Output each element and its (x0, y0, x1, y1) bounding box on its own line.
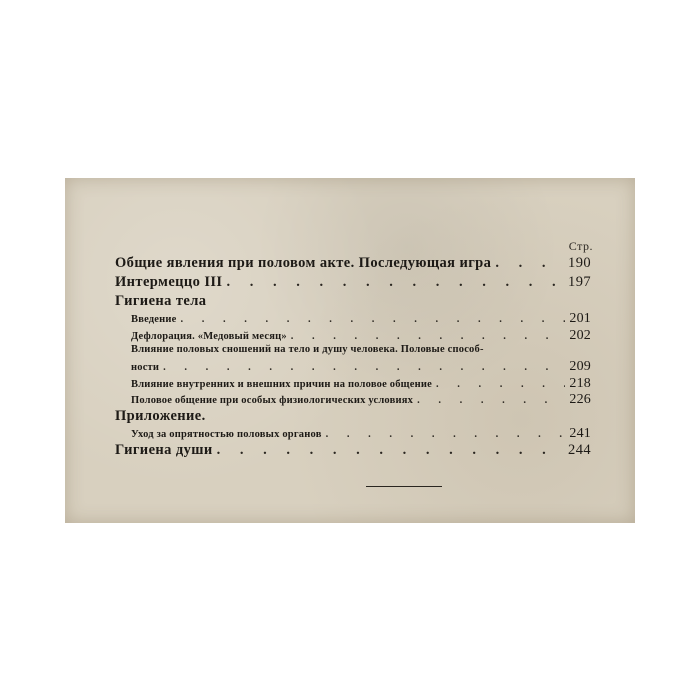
toc-entry-title: Половое общение при особых физиологических условиях (131, 395, 414, 406)
toc-section-heading (115, 293, 591, 310)
toc-entry (131, 328, 591, 344)
toc-entry-title: Введение (131, 314, 177, 325)
dot-leader (326, 429, 566, 440)
toc-entry (131, 426, 591, 442)
table-of-contents (115, 178, 591, 523)
toc-entry-title: Интермеццо III (115, 274, 223, 290)
toc-entry-wrapped-first-line (131, 344, 591, 355)
toc-entry-title: Приложение. (115, 408, 206, 424)
toc-entry-title: Гигиена души (115, 442, 213, 458)
toc-entry-title: Влияние половых сношений на тело и душу человека. Половые способ- (131, 344, 484, 355)
toc-section-heading (115, 408, 591, 425)
toc-entry (115, 442, 591, 459)
dot-leader (226, 274, 564, 291)
toc-entry-page: 197 (568, 274, 591, 290)
closing-rule (366, 486, 442, 487)
toc-entry-page: 226 (569, 392, 591, 407)
toc-entry-page: 201 (569, 311, 591, 326)
dot-leader (181, 314, 566, 325)
toc-entry (131, 392, 591, 408)
toc-entry (131, 311, 591, 327)
toc-entry-page: 244 (568, 442, 591, 458)
toc-entry (115, 274, 591, 291)
book-page (65, 178, 635, 523)
dot-leader (417, 395, 565, 406)
toc-entry-page: 218 (569, 376, 591, 391)
toc-entry-title: Дефлорация. «Медовый месяц» (131, 331, 287, 342)
dot-leader (217, 442, 564, 459)
dot-leader (495, 255, 564, 272)
dot-leader (291, 331, 566, 342)
dot-leader (436, 379, 565, 390)
toc-entry (131, 376, 591, 392)
toc-entry-page: 241 (569, 426, 591, 441)
toc-entry-title: Влияние внутренних и внешних причин на половое общение (131, 379, 432, 390)
toc-entry-title: Общие явления при половом акте. Последующая игра (115, 255, 492, 271)
toc-entry-page: 190 (568, 255, 591, 271)
toc-entry-page: 202 (569, 328, 591, 343)
toc-entry-title: Гигиена тела (115, 293, 207, 309)
toc-entry (131, 359, 591, 375)
toc-entry-title: Уход за опрятностью половых органов (131, 429, 322, 440)
toc-entry-title-continued: ности (131, 362, 160, 373)
toc-entry (115, 255, 591, 272)
toc-entry-page: 209 (569, 359, 591, 374)
dot-leader (163, 362, 565, 373)
page-column-header: Стр. (568, 239, 593, 253)
